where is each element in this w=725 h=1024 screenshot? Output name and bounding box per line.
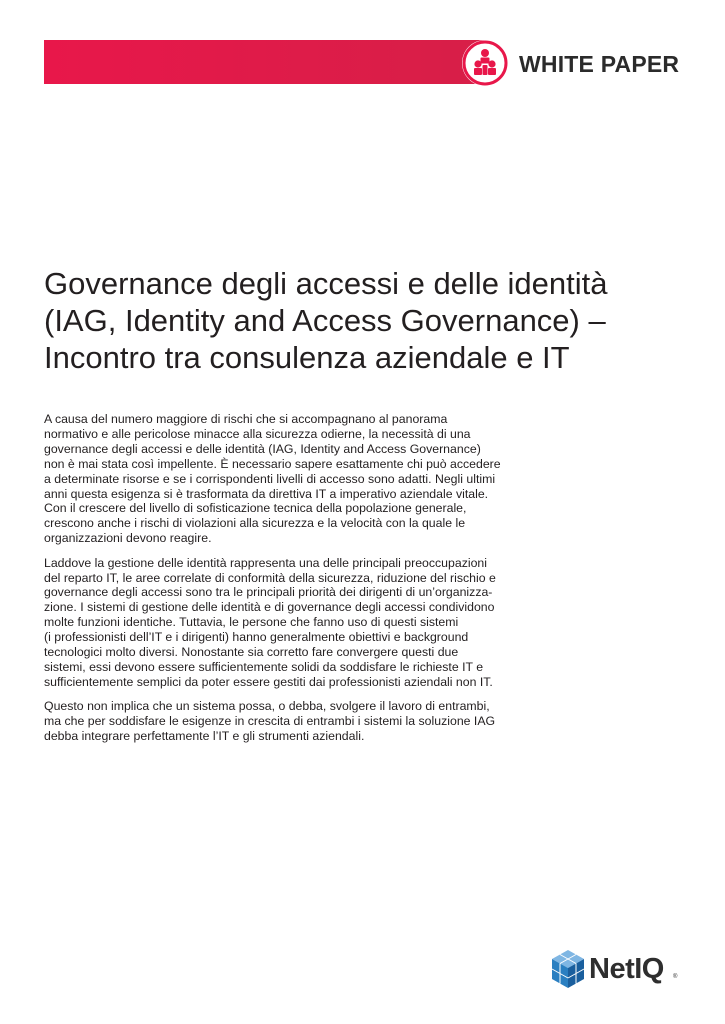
text-line: crescono anche i rischi di violazioni alla sicurezza e la velocità con la quale le [44,516,466,531]
header-banner [44,40,484,84]
text-line: sufficientemente semplici da poter essere gestiti dai professionisti aziendali non IT. [44,674,493,689]
people-group-icon [462,40,508,86]
paragraph-2 [44,556,514,690]
registered-mark: ® [673,974,678,980]
paragraph-3 [44,699,514,744]
netiq-cube-icon [549,948,587,992]
text-line: Questo non implica che un sistema possa, o debba, svolgere il lavoro di entrambi, [44,699,490,714]
page-title [44,265,684,376]
title-line: Incontro tra consulenza aziendale e IT [44,340,570,375]
text-line: Laddove la gestione delle identità rappresenta una delle principali preoccupazioni [44,555,487,570]
text-line: ma che per soddisfare le esigenze in crescita di entrambi i sistemi la soluzione IAG [44,714,496,729]
text-line: sistemi, essi devono essere sufficientemente solidi da soddisfare le richieste IT e [44,660,484,674]
text-line: molte funzioni identiche. Tuttavia, le persone che fanno uso di questi sistemi [44,615,459,630]
text-line: zione. I sistemi di gestione delle identità e di governance degli accessi condividono [44,600,495,615]
text-line: normativo e alle pericolose minacce alla sicurezza odierne, la necessità di una [44,426,471,441]
body-text [44,412,514,754]
text-line: (i professionisti dell’IT e i dirigenti) hanno generalmente obiettivi e background [44,630,469,645]
title-line: Governance degli accessi e delle identità [44,266,608,301]
text-line: del reparto IT, le aree correlate di conformità della sicurezza, riduzione del rischio e [44,570,496,585]
white-paper-label: WHITE PAPER [519,51,680,77]
title-line: (IAG, Identity and Access Governance) – [44,303,606,338]
text-line: debba integrare perfettamente l’IT e gli strumenti aziendali. [44,729,365,744]
text-line: tecnologici molto diversi. Nonostante sia corretto fare convergere questi due [44,645,459,660]
text-line: Con il crescere del livello di sofisticazione tecnica della popolazione generale, [44,501,467,516]
netiq-logo [549,948,684,992]
text-line: a determinate risorse e se i corrispondenti livelli di accesso sono adatti. Negli ultimi [44,471,496,486]
text-line: governance degli accessi sono tra le principali priorità dei dirigenti di un’organizza- [44,585,493,600]
netiq-logo-text: NetIQ [589,953,664,985]
text-line: non è mai stata così impellente. È necessario sapere esattamente chi può accedere [44,456,501,471]
text-line: anni questa esigenza si è trasformata da direttiva IT a imperativo aziendale vitale. [44,486,489,501]
text-line: A causa del numero maggiore di rischi che si accompagnano al panorama [44,412,448,426]
text-line: governance degli accessi e delle identità (IAG, Identity and Access Governance) [44,441,481,456]
paragraph-1 [44,412,514,546]
text-line: organizzazioni devono reagire. [44,531,212,546]
